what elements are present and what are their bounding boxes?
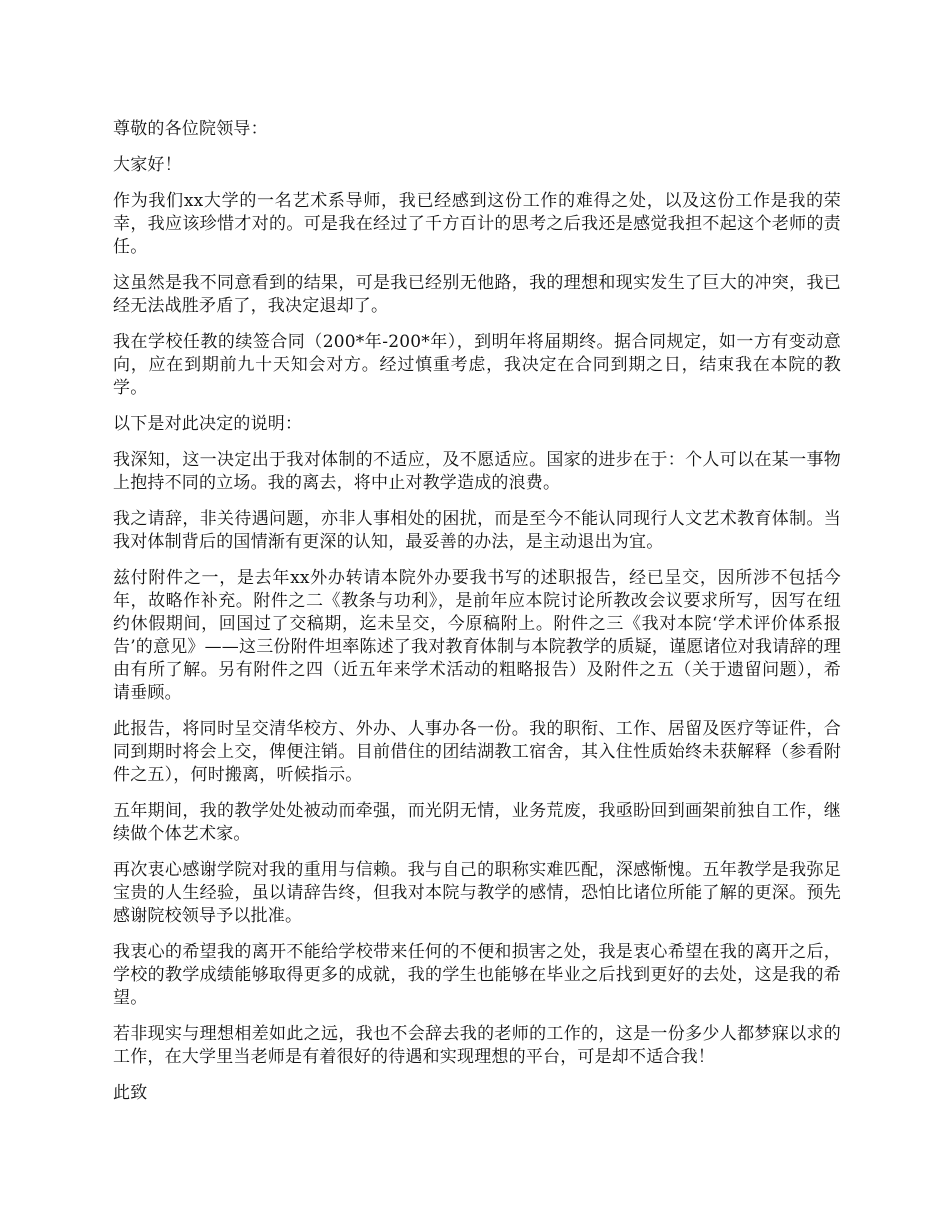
greeting: 大家好！ (113, 155, 182, 175)
closing: 此致 (113, 1083, 148, 1103)
paragraph: 此报告，将同时呈交清华校方、外办、人事办各一份。我的职衔、工作、居留及医疗等证件，合同到期时将会上交，俾便注销。目前借住的团结湖教工宿舍，其入住性质始终未获解释（参看附件之五），何时搬离，听候指示。 (113, 719, 841, 785)
paragraph: 这虽然是我不同意看到的结果，可是我已经别无他路，我的理想和现实发生了巨大的冲突，我已经无法战胜矛盾了，我决定退却了。 (113, 273, 841, 316)
paragraph: 以下是对此决定的说明： (113, 414, 303, 434)
paragraph: 兹付附件之一，是去年xx外办转请本院外办要我书写的述职报告，经已呈交，因所涉不包括今年，故略作补充。附件之二《教条与功利》，是前年应本院讨论所教改会议要求所写，因写在纽约休假期间，回国过了交稿期，迄未呈交，今原稿附上。附件之三《我对本院‘学术评价体系报告’的意见》——这三份附件坦率陈述了我对教育体制与本院教学的质疑，谨愿诸位对我请辞的理由有所了解。另有附件之四（近五年来学术活动的粗略报告）及附件之五（关于遗留问题），希请垂顾。 (113, 568, 842, 703)
paragraph: 若非现实与理想相差如此之远，我也不会辞去我的老师的工作的，这是一份多少人都梦寐以求的工作，在大学里当老师是有着很好的待遇和实现理想的平台，可是却不适合我！ (113, 1024, 841, 1067)
paragraph: 作为我们xx大学的一名艺术系导师，我已经感到这份工作的难得之处，以及这份工作是我的荣幸，我应该珍惜才对的。可是我在经过了千方百计的思考之后我还是感觉我担不起这个老师的责任。 (113, 191, 841, 257)
paragraph: 我深知，这一决定出于我对体制的不适应，及不愿适应。国家的进步在于：个人可以在某一事物上抱持不同的立场。我的离去，将中止对教学造成的浪费。 (113, 450, 841, 493)
salutation: 尊敬的各位院领导： (113, 119, 268, 139)
paragraph: 五年期间，我的教学处处被动而牵强，而光阴无情，业务荒废，我亟盼回到画架前独自工作，继续做个体艺术家。 (113, 801, 841, 844)
paragraph: 我在学校任教的续签合同（200*年-200*年），到明年将届期终。据合同规定，如一方有变动意向，应在到期前九十天知会对方。经过慎重考虑，我决定在合同到期之日，结束我在本院的教学。 (113, 332, 841, 398)
letter-body (113, 118, 841, 1118)
paragraph: 我之请辞，非关待遇问题，亦非人事相处的困扰，而是至今不能认同现行人文艺术教育体制。当我对体制背后的国情渐有更深的认知，最妥善的办法，是主动退出为宜。 (113, 509, 841, 552)
paragraph: 我衷心的希望我的离开不能给学校带来任何的不便和损害之处，我是衷心希望在我的离开之后，学校的教学成绩能够取得更多的成就，我的学生也能够在毕业之后找到更好的去处，这是我的希望。 (113, 942, 841, 1008)
paragraph: 再次衷心感谢学院对我的重用与信赖。我与自己的职称实难匹配，深感惭愧。五年教学是我弥足宝贵的人生经验，虽以请辞告终，但我对本院与教学的感情，恐怕比诸位所能了解的更深。预先感谢院校领导予以批准。 (113, 860, 841, 926)
